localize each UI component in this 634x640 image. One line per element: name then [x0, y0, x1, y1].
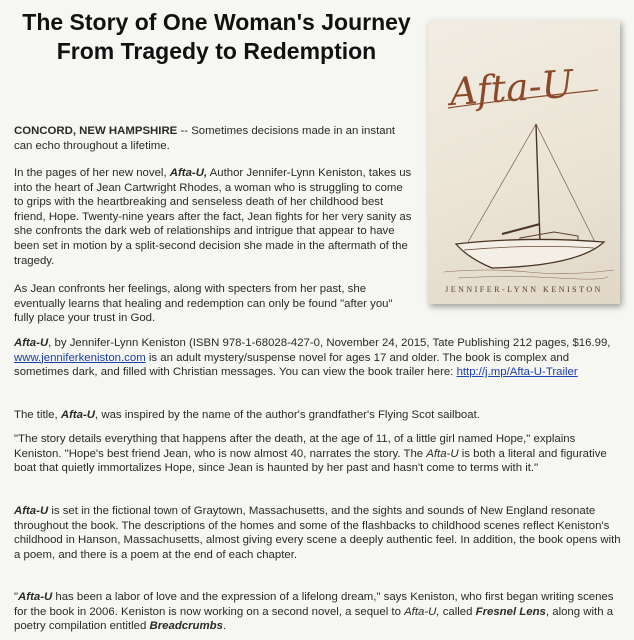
- quote-mark: ": [14, 591, 19, 603]
- sequel-title: Fresnel Lens: [475, 605, 546, 618]
- water-line: [444, 270, 614, 274]
- boom: [502, 224, 540, 234]
- cover-author: JENNIFER-LYNN KENISTON: [445, 285, 603, 294]
- dateline: CONCORD, NEW HAMPSHIRE: [14, 125, 178, 137]
- rigging-line: [536, 124, 596, 244]
- rigging-line: [468, 124, 536, 242]
- paragraph-sequel: [14, 590, 624, 634]
- text-fragment: called: [439, 605, 476, 618]
- paragraph-setting: [14, 504, 624, 562]
- text-fragment: .: [222, 620, 227, 633]
- book-title: Afta-U: [60, 409, 96, 421]
- paragraph-text: As Jean confronts her feelings, along with specters from her past, she eventually learns that healing and redemption can only be found "after you" fully place your trust in God.: [14, 283, 393, 325]
- book-cover: [428, 20, 620, 304]
- paragraph-title-origin: [14, 408, 624, 423]
- author-website-link[interactable]: www.jenniferkeniston.com: [14, 351, 146, 364]
- book-title: Afta-U,: [169, 167, 208, 179]
- paragraph-story-quote: [14, 432, 624, 476]
- paragraph-dateline: [14, 124, 414, 153]
- water-line: [458, 276, 608, 279]
- book-title: Afta-U: [426, 447, 459, 460]
- paragraph-book-details: [14, 336, 624, 380]
- book-trailer-link[interactable]: http://j.mp/Afta-U-Trailer: [456, 366, 578, 379]
- text-fragment: is both a literal and figurative boat that quietly immortalizes Hope, since Jean is haunted by her past and hasn't come to terms with it.": [14, 447, 607, 475]
- hull: [456, 239, 604, 268]
- text-fragment: "The story details everything that happens after the death, at the age of 11, of a little girl named Hope," explains Keniston. "Hope's best friend Jean, who is now almost 40, narrates the story. The: [14, 433, 576, 460]
- headline: The Story of One Woman's Journey From Tragedy to Redemption: [22, 9, 411, 64]
- text-fragment: has been a labor of love and the expression of a lifelong dream," says Keniston, who first began writing scenes for the book in 2006. Keniston is now working on a second novel, a sequel to: [14, 591, 614, 618]
- book-title: Afta-U: [14, 505, 49, 517]
- book-title: Afta-U,: [404, 605, 440, 618]
- book-title: Afta-U: [14, 337, 49, 349]
- paragraph-redemption: [14, 282, 414, 326]
- text-fragment: Author Jennifer-Lynn Keniston, takes us into the heart of Jean Cartwright Rhodes, a woman who is struggling to come to grips with the heartbreaking and senseless death of her childhood best friend, Hope. Twenty-nine years after the fact, Jean fights for her very sanity as she confronts the dark web of relationships and intrigue that appear to have been set in motion by a split-second decision she made in the aftermath of the tragedy.: [14, 167, 412, 267]
- poetry-title: Breadcrumbs: [149, 620, 223, 633]
- text-fragment: , by Jennifer-Lynn Keniston (ISBN 978-1-68028-427-0, November 24, 2015, Tate Publishing 212 pages, $16.99,: [48, 337, 611, 349]
- text-fragment: is an adult mystery/suspense novel for ages 17 and older. The book is complex and sometimes dark, and filled with Christian messages. You can view the book trailer here:: [14, 351, 570, 379]
- dateline-text: -- Sometimes decisions made in an instant can echo throughout a lifetime.: [14, 125, 396, 152]
- sailboat-illustration: [428, 20, 620, 304]
- paragraph-novel-intro: [14, 166, 414, 268]
- cover-title: Afta-U: [448, 61, 575, 115]
- text-fragment: is set in the fictional town of Graytown, Massachusetts, and the sights and sounds of New England resonate throughout the book. The descriptions of the homes and some of the flashbacks to childhood scenes reflect Keniston's childhood in Hanson, Massachusetts, almost giving every scene a deeply authentic feel. In addition, the book opens with a poem, and there is a poem at the end of each chapter.: [14, 505, 621, 561]
- text-fragment: , along with a poetry compilation entitled: [14, 605, 614, 633]
- text-fragment: , was inspired by the name of the author's grandfather's Flying Scot sailboat.: [95, 409, 480, 421]
- book-title: Afta-U: [18, 591, 53, 603]
- text-fragment: The title,: [14, 409, 61, 421]
- text-fragment: In the pages of her new novel,: [14, 167, 170, 179]
